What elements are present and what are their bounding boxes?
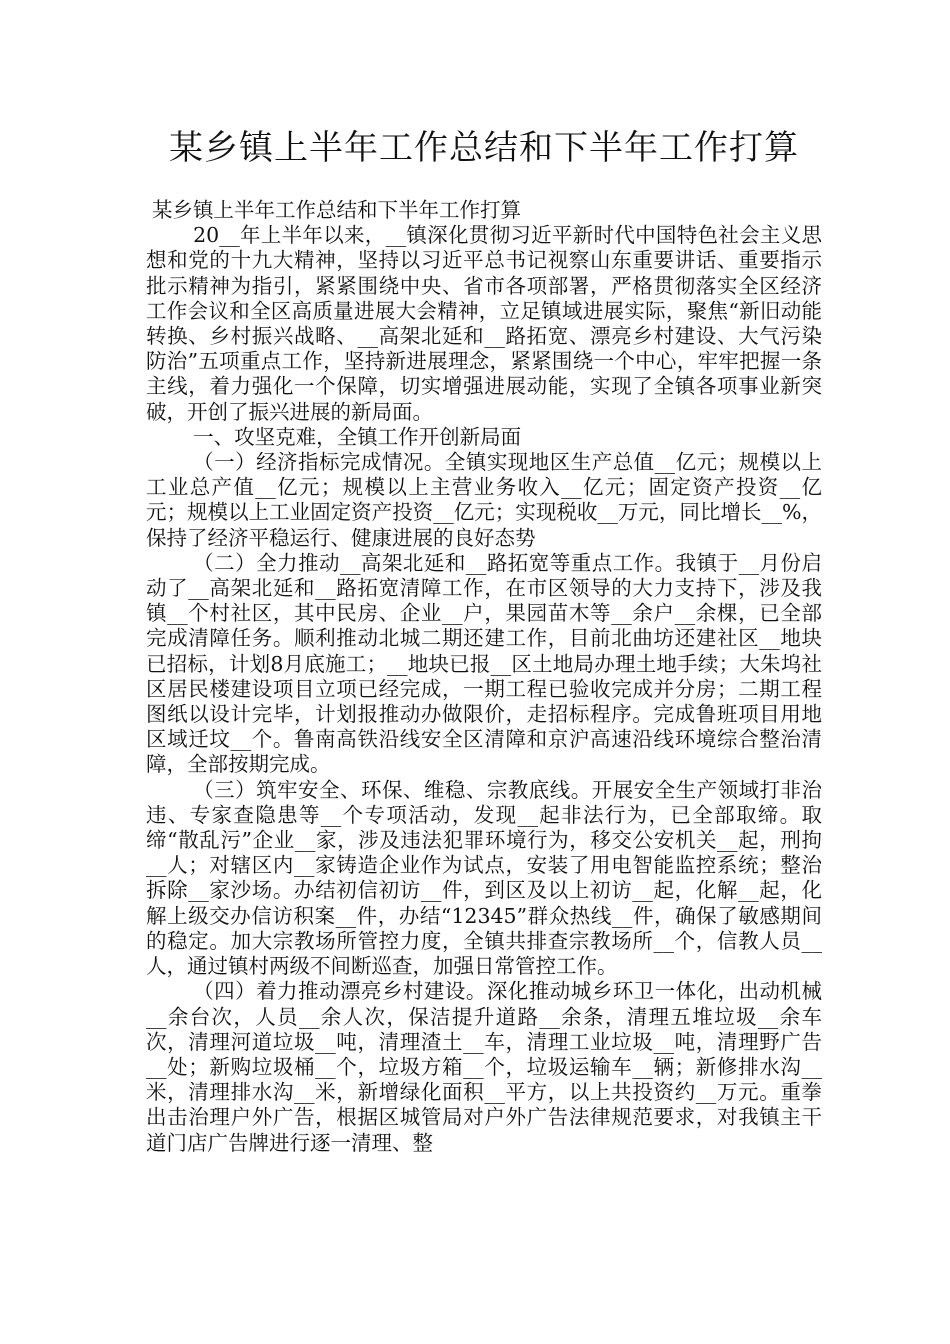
paragraph-intro: 20__年上半年以来，__镇深化贯彻习近平新时代中国特色社会主义思想和党的十九大精神，坚持以习近平总书记视察山东重要讲话、重要指示批示精神为指引，紧紧围绕中央、省市各项部署，严格贯彻落实全区经济工作会议和全区高质量进展大会精神，立足镇域进展实际，聚焦“新旧动能转换、乡村振兴战略、__高架北延和__路拓宽、漂亮乡村建设、大气污染防治”五项重点工作，坚持新进展理念，紧紧围绕一个中心，牢牢把握一条主线，着力强化一个保障，切实增强进展动能，实现了全镇各项事业新突破，开创了振兴进展的新局面。 [146,223,822,424]
paragraph-rural-construction: （四）着力推动漂亮乡村建设。深化推动城乡环卫一体化，出动机械__余台次，人员__余人次，保洁提升道路__余条，清理五堆垃圾__余车次，清理河道垃圾__吨，清理渣土__车，清理工业垃圾__吨，清理野广告__处；新购垃圾桶__个，垃圾方箱__个，垃圾运输车__辆；新修排水沟__米，清理排水沟__米，新增绿化面积__平方，以上共投资约__万元。重拳出击治理户外广告，根据区城管局对户外广告法律规范要求，对我镇主干道门店广告牌进行逐一清理、整 [146,979,822,1155]
section-heading-1: 一、攻坚克难，全镇工作开创新局面 [193,424,522,449]
paragraph-economic-indicators: （一）经济指标完成情况。全镇实现地区生产总值__亿元；规模以上工业总产值__亿元；规模以上主营业务收入__亿元；固定资产投资__亿元；规模以上工业固定资产投资__亿元；实现税收__万元，同比增长__%，保持了经济平稳运行、健康进展的良好态势 [146,450,822,550]
paragraph-safety-stability: （三）筑牢安全、环保、维稳、宗教底线。开展安全生产领域打非治违、专家查隐患等__个专项活动，发现__起非法行为，已全部取缔。取缔“散乱污”企业__家，涉及违法犯罪环境行为，移交公安机关__起，刑拘__人；对辖区内__家铸造企业作为试点，安装了用电智能监控系统；整治拆除__家沙场。办结初信初访__件，到区及以上初访__起，化解__起，化解上级交办信访积案__件，办结“12345”群众热线__件，确保了敏感期间的稳定。加大宗教场所管控力度，全镇共排查宗教场所__个，信教人员__人，通过镇村两级不间断巡查，加强日常管控工作。 [146,777,822,979]
document-page [146,118,822,1156]
document-subtitle: 某乡镇上半年工作总结和下半年工作打算 [152,198,521,222]
document-title: 某乡镇上半年工作总结和下半年工作打算 [169,128,799,168]
document-body [146,198,822,1156]
paragraph-key-projects: （二）全力推动__高架北延和__路拓宽等重点工作。我镇于__月份启动了__高架北延和__路拓宽清障工作，在市区领导的大力支持下，涉及我镇__个村社区，其中民房、企业__户，果园苗木等__余户__余棵，已全部完成清障任务。顺利推动北城二期还建工作，目前北曲坊还建社区__地块已招标，计划8月底施工；__地块已报__区土地局办理土地手续；大朱坞社区居民楼建设项目立项已经完成，一期工程已验收完成并分房；二期工程图纸以设计完毕，计划报推动办做限价，走招标程序。完成鲁班项目用地区域迁坟__个。鲁南高铁沿线安全区清障和京沪高速沿线环境综合整治清障，全部按期完成。 [146,550,822,777]
